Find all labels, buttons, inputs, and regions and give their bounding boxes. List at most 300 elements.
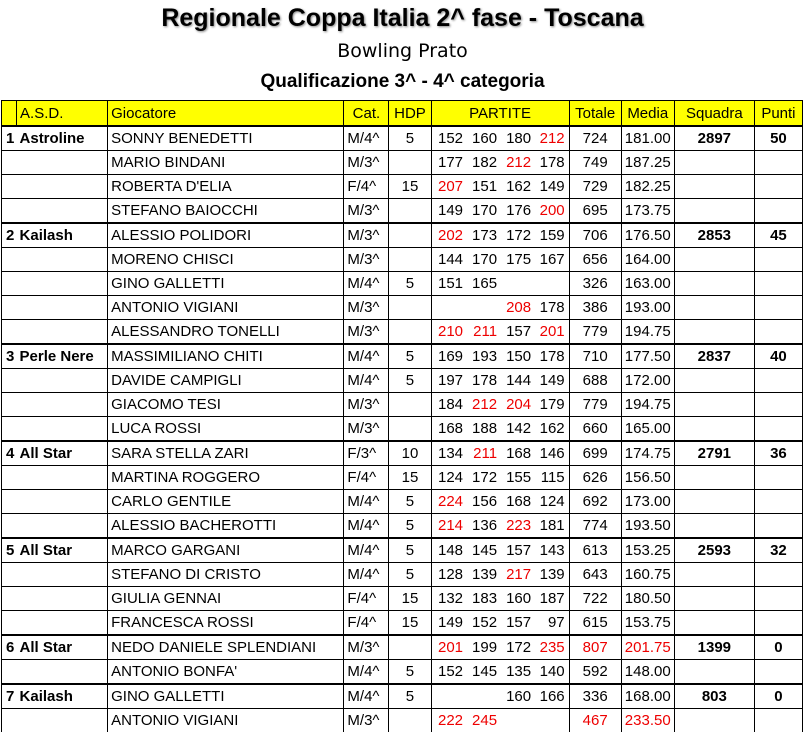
team-position	[2, 417, 17, 442]
player-hdp: 5	[389, 684, 431, 709]
team-position	[2, 199, 17, 224]
team-total	[674, 417, 754, 442]
player-hdp: 5	[389, 563, 431, 587]
player-total: 749	[569, 151, 621, 175]
player-hdp: 5	[389, 660, 431, 685]
game-score	[501, 709, 535, 733]
player-name: ANTONIO VIGIANI	[108, 709, 344, 733]
team-name	[17, 175, 108, 199]
team-position	[2, 393, 17, 417]
team-total: 1399	[674, 635, 754, 660]
team-position: 3	[2, 344, 17, 369]
table-row	[2, 441, 803, 466]
player-average: 173.75	[621, 199, 674, 224]
player-hdp: 5	[389, 272, 431, 296]
player-category: M/3^	[344, 151, 389, 175]
team-position	[2, 296, 17, 320]
player-category: M/3^	[344, 199, 389, 224]
player-total: 706	[569, 223, 621, 248]
player-name: SONNY BENEDETTI	[108, 126, 344, 151]
team-position	[2, 587, 17, 611]
team-total	[674, 611, 754, 636]
table-row	[2, 126, 803, 151]
game-score: 149	[431, 611, 467, 636]
player-total: 613	[569, 538, 621, 563]
header-totale: Totale	[569, 101, 621, 127]
team-points	[754, 611, 802, 636]
player-average: 173.00	[621, 490, 674, 514]
player-name: ROBERTA D'ELIA	[108, 175, 344, 199]
team-total	[674, 248, 754, 272]
game-score: 178	[467, 369, 501, 393]
game-score: 162	[535, 417, 569, 442]
team-name: All Star	[17, 538, 108, 563]
player-category: M/4^	[344, 490, 389, 514]
game-score: 145	[467, 660, 501, 685]
header-punti: Punti	[754, 101, 802, 127]
team-name	[17, 272, 108, 296]
table-row	[2, 611, 803, 636]
team-name: Astroline	[17, 126, 108, 151]
table-row	[2, 709, 803, 733]
game-score: 169	[431, 344, 467, 369]
game-score: 150	[501, 344, 535, 369]
game-score: 200	[535, 199, 569, 224]
team-total: 2853	[674, 223, 754, 248]
player-category: M/3^	[344, 296, 389, 320]
player-name: DAVIDE CAMPIGLI	[108, 369, 344, 393]
team-total	[674, 199, 754, 224]
player-total: 779	[569, 393, 621, 417]
player-hdp	[389, 248, 431, 272]
results-body	[2, 126, 803, 732]
table-row	[2, 344, 803, 369]
game-score: 124	[535, 490, 569, 514]
player-total: 660	[569, 417, 621, 442]
game-score: 224	[431, 490, 467, 514]
player-total: 729	[569, 175, 621, 199]
header-squadra: Squadra	[674, 101, 754, 127]
table-row	[2, 514, 803, 539]
player-name: FRANCESCA ROSSI	[108, 611, 344, 636]
table-row	[2, 272, 803, 296]
game-score: 201	[431, 635, 467, 660]
player-category: M/4^	[344, 126, 389, 151]
game-score: 157	[501, 611, 535, 636]
game-score: 160	[501, 587, 535, 611]
game-score: 183	[467, 587, 501, 611]
table-row	[2, 684, 803, 709]
game-score: 139	[535, 563, 569, 587]
player-average: 156.50	[621, 466, 674, 490]
game-score: 148	[431, 538, 467, 563]
player-average: 177.50	[621, 344, 674, 369]
game-score: 184	[431, 393, 467, 417]
game-score: 142	[501, 417, 535, 442]
game-score	[501, 272, 535, 296]
team-position	[2, 660, 17, 685]
team-total	[674, 660, 754, 685]
team-total	[674, 393, 754, 417]
team-total	[674, 369, 754, 393]
player-category: M/3^	[344, 417, 389, 442]
game-score: 201	[535, 320, 569, 345]
team-name	[17, 320, 108, 345]
table-row	[2, 490, 803, 514]
game-score: 152	[431, 126, 467, 151]
team-points	[754, 660, 802, 685]
game-score	[431, 684, 467, 709]
game-score: 128	[431, 563, 467, 587]
team-total	[674, 563, 754, 587]
team-points: 36	[754, 441, 802, 466]
team-name	[17, 709, 108, 733]
game-score	[535, 709, 569, 733]
game-score: 177	[431, 151, 467, 175]
table-row	[2, 199, 803, 224]
team-name	[17, 393, 108, 417]
team-points	[754, 709, 802, 733]
game-score: 197	[431, 369, 467, 393]
player-average: 172.00	[621, 369, 674, 393]
results-table	[1, 100, 803, 732]
team-total	[674, 175, 754, 199]
team-points	[754, 514, 802, 539]
game-score: 245	[467, 709, 501, 733]
team-position: 6	[2, 635, 17, 660]
team-points	[754, 393, 802, 417]
team-total	[674, 151, 754, 175]
table-row	[2, 223, 803, 248]
player-hdp	[389, 393, 431, 417]
game-score: 165	[467, 272, 501, 296]
player-category: F/4^	[344, 611, 389, 636]
player-average: 182.25	[621, 175, 674, 199]
game-score: 172	[501, 223, 535, 248]
game-score: 181	[535, 514, 569, 539]
team-points	[754, 417, 802, 442]
team-position	[2, 466, 17, 490]
player-category: M/3^	[344, 248, 389, 272]
game-score: 160	[501, 684, 535, 709]
player-average: 193.50	[621, 514, 674, 539]
team-points: 50	[754, 126, 802, 151]
game-score: 146	[535, 441, 569, 466]
game-score: 168	[431, 417, 467, 442]
game-score: 136	[467, 514, 501, 539]
player-name: ALESSIO POLIDORI	[108, 223, 344, 248]
team-points	[754, 369, 802, 393]
player-name: CARLO GENTILE	[108, 490, 344, 514]
player-hdp: 5	[389, 538, 431, 563]
team-total	[674, 320, 754, 345]
game-score: 222	[431, 709, 467, 733]
team-position	[2, 611, 17, 636]
player-average: 233.50	[621, 709, 674, 733]
team-name	[17, 490, 108, 514]
team-name	[17, 514, 108, 539]
player-total: 774	[569, 514, 621, 539]
player-hdp: 15	[389, 175, 431, 199]
team-name: Perle Nere	[17, 344, 108, 369]
player-name: GINO GALLETTI	[108, 272, 344, 296]
header-hdp: HDP	[389, 101, 431, 127]
player-total: 724	[569, 126, 621, 151]
player-total: 710	[569, 344, 621, 369]
game-score	[535, 272, 569, 296]
player-name: MARTINA ROGGERO	[108, 466, 344, 490]
player-hdp: 15	[389, 611, 431, 636]
team-name	[17, 369, 108, 393]
game-score: 159	[535, 223, 569, 248]
game-score: 178	[535, 344, 569, 369]
player-category: F/4^	[344, 587, 389, 611]
table-row	[2, 635, 803, 660]
team-points	[754, 466, 802, 490]
table-row	[2, 466, 803, 490]
game-score: 223	[501, 514, 535, 539]
team-total	[674, 490, 754, 514]
table-row	[2, 248, 803, 272]
team-points	[754, 248, 802, 272]
player-total: 779	[569, 320, 621, 345]
game-score: 208	[501, 296, 535, 320]
player-hdp	[389, 417, 431, 442]
game-score: 151	[467, 175, 501, 199]
header-media: Media	[621, 101, 674, 127]
team-name	[17, 151, 108, 175]
player-hdp: 15	[389, 587, 431, 611]
team-points: 0	[754, 684, 802, 709]
player-total: 807	[569, 635, 621, 660]
game-score: 172	[467, 466, 501, 490]
game-score: 139	[467, 563, 501, 587]
player-category: M/4^	[344, 344, 389, 369]
game-score: 143	[535, 538, 569, 563]
player-name: NEDO DANIELE SPLENDIANI	[108, 635, 344, 660]
game-score: 152	[431, 660, 467, 685]
game-score: 149	[535, 369, 569, 393]
team-position	[2, 272, 17, 296]
venue-subtitle: Bowling Prato	[337, 40, 468, 62]
player-hdp	[389, 296, 431, 320]
game-score: 235	[535, 635, 569, 660]
player-total: 656	[569, 248, 621, 272]
team-position: 2	[2, 223, 17, 248]
team-position	[2, 563, 17, 587]
team-name: All Star	[17, 635, 108, 660]
player-name: GIULIA GENNAI	[108, 587, 344, 611]
game-score: 211	[467, 441, 501, 466]
game-score: 156	[467, 490, 501, 514]
team-name	[17, 611, 108, 636]
table-row	[2, 175, 803, 199]
player-category: F/4^	[344, 175, 389, 199]
team-name	[17, 199, 108, 224]
player-total: 626	[569, 466, 621, 490]
table-row	[2, 417, 803, 442]
player-average: 187.25	[621, 151, 674, 175]
player-average: 193.00	[621, 296, 674, 320]
game-score: 187	[535, 587, 569, 611]
player-average: 194.75	[621, 393, 674, 417]
team-position: 1	[2, 126, 17, 151]
team-total: 2791	[674, 441, 754, 466]
game-score: 178	[535, 151, 569, 175]
table-row	[2, 660, 803, 685]
table-row	[2, 369, 803, 393]
game-score: 199	[467, 635, 501, 660]
player-average: 168.00	[621, 684, 674, 709]
team-total	[674, 296, 754, 320]
player-name: MORENO CHISCI	[108, 248, 344, 272]
player-average: 181.00	[621, 126, 674, 151]
player-total: 592	[569, 660, 621, 685]
team-points	[754, 199, 802, 224]
game-score: 144	[431, 248, 467, 272]
team-points	[754, 587, 802, 611]
team-name	[17, 466, 108, 490]
game-score: 157	[501, 320, 535, 345]
player-total: 692	[569, 490, 621, 514]
team-name	[17, 660, 108, 685]
game-score: 168	[501, 490, 535, 514]
game-score: 160	[467, 126, 501, 151]
player-name: ANTONIO BONFA'	[108, 660, 344, 685]
team-position	[2, 490, 17, 514]
player-name: ALESSANDRO TONELLI	[108, 320, 344, 345]
game-score: 193	[467, 344, 501, 369]
player-average: 153.25	[621, 538, 674, 563]
game-score: 97	[535, 611, 569, 636]
header-asd: A.S.D.	[17, 101, 108, 127]
player-average: 163.00	[621, 272, 674, 296]
player-total: 699	[569, 441, 621, 466]
player-total: 643	[569, 563, 621, 587]
player-name: STEFANO BAIOCCHI	[108, 199, 344, 224]
player-average: 164.00	[621, 248, 674, 272]
game-score: 176	[501, 199, 535, 224]
team-position	[2, 369, 17, 393]
game-score: 162	[501, 175, 535, 199]
player-hdp: 5	[389, 344, 431, 369]
player-category: M/4^	[344, 514, 389, 539]
player-category: M/4^	[344, 272, 389, 296]
player-name: MARCO GARGANI	[108, 538, 344, 563]
player-total: 326	[569, 272, 621, 296]
team-name: Kailash	[17, 684, 108, 709]
player-name: STEFANO DI CRISTO	[108, 563, 344, 587]
player-name: GIACOMO TESI	[108, 393, 344, 417]
table-row	[2, 320, 803, 345]
team-points	[754, 563, 802, 587]
player-name: ALESSIO BACHEROTTI	[108, 514, 344, 539]
team-position: 7	[2, 684, 17, 709]
game-score: 134	[431, 441, 467, 466]
game-score: 132	[431, 587, 467, 611]
team-total	[674, 466, 754, 490]
team-name: Kailash	[17, 223, 108, 248]
player-total: 695	[569, 199, 621, 224]
page-title: Regionale Coppa Italia 2^ fase - Toscana	[161, 4, 644, 32]
player-average: 160.75	[621, 563, 674, 587]
team-name: All Star	[17, 441, 108, 466]
game-score: 135	[501, 660, 535, 685]
team-total: 803	[674, 684, 754, 709]
game-score: 168	[501, 441, 535, 466]
team-points: 45	[754, 223, 802, 248]
table-row	[2, 393, 803, 417]
player-hdp: 10	[389, 441, 431, 466]
game-score: 179	[535, 393, 569, 417]
category-heading: Qualificazione 3^ - 4^ categoria	[260, 71, 545, 92]
game-score: 211	[467, 320, 501, 345]
player-average: 201.75	[621, 635, 674, 660]
game-score: 212	[467, 393, 501, 417]
team-total	[674, 514, 754, 539]
player-name: GINO GALLETTI	[108, 684, 344, 709]
team-name	[17, 587, 108, 611]
player-average: 153.75	[621, 611, 674, 636]
game-score: 173	[467, 223, 501, 248]
player-hdp	[389, 320, 431, 345]
game-score: 175	[501, 248, 535, 272]
player-name: ANTONIO VIGIANI	[108, 296, 344, 320]
game-score: 140	[535, 660, 569, 685]
player-name: MASSIMILIANO CHITI	[108, 344, 344, 369]
game-score: 212	[501, 151, 535, 175]
player-average: 148.00	[621, 660, 674, 685]
player-category: M/4^	[344, 538, 389, 563]
game-score: 207	[431, 175, 467, 199]
team-name	[17, 296, 108, 320]
game-score: 188	[467, 417, 501, 442]
game-score: 157	[501, 538, 535, 563]
game-score: 151	[431, 272, 467, 296]
team-position	[2, 709, 17, 733]
player-name: LUCA ROSSI	[108, 417, 344, 442]
table-row	[2, 587, 803, 611]
player-category: M/4^	[344, 563, 389, 587]
header-partite: PARTITE	[431, 101, 569, 127]
team-points	[754, 175, 802, 199]
team-position	[2, 514, 17, 539]
player-category: M/4^	[344, 660, 389, 685]
game-score: 182	[467, 151, 501, 175]
player-hdp	[389, 635, 431, 660]
player-category: F/4^	[344, 466, 389, 490]
team-points	[754, 272, 802, 296]
game-score: 212	[535, 126, 569, 151]
team-position	[2, 248, 17, 272]
game-score: 145	[467, 538, 501, 563]
game-score: 202	[431, 223, 467, 248]
player-hdp: 5	[389, 126, 431, 151]
team-name	[17, 563, 108, 587]
team-position	[2, 151, 17, 175]
player-hdp	[389, 151, 431, 175]
table-row	[2, 151, 803, 175]
player-hdp	[389, 223, 431, 248]
player-hdp	[389, 199, 431, 224]
team-position	[2, 175, 17, 199]
player-total: 467	[569, 709, 621, 733]
team-position	[2, 320, 17, 345]
player-average: 176.50	[621, 223, 674, 248]
game-score: 152	[467, 611, 501, 636]
team-total: 2897	[674, 126, 754, 151]
team-points: 40	[754, 344, 802, 369]
